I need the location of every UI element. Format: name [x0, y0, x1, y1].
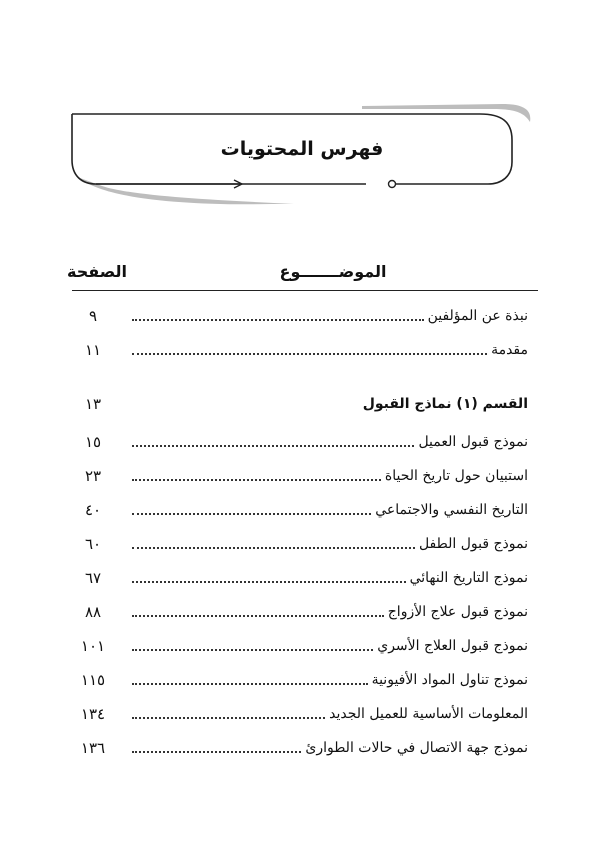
toc-entry-title: المعلومات الأساسية للعميل الجديد [329, 706, 528, 722]
title-banner [62, 100, 542, 212]
toc-section-title: القسم (١) نماذج القبول [362, 396, 528, 412]
toc-entry-leader [132, 615, 384, 617]
toc-entry-page: ١١ [84, 341, 102, 359]
column-header-page: الصفحة [66, 262, 127, 281]
toc-section-heading[interactable] [62, 384, 528, 414]
toc-entry-leader [132, 353, 487, 355]
toc-entry-title: نموذج قبول علاج الأزواج [387, 604, 528, 620]
toc-entry-leader [132, 445, 414, 447]
toc-entry-title: نموذج قبول الطفل [418, 536, 528, 552]
toc-entry[interactable] [62, 660, 528, 690]
banner-circle-icon [389, 181, 396, 188]
header-divider [72, 290, 538, 291]
toc-entry-page: ١٣٤ [80, 705, 106, 723]
toc-entry-page: ٤٠ [84, 501, 102, 519]
banner-shadow-bottom [80, 178, 294, 204]
toc-entry-leader [132, 751, 301, 753]
toc-entry[interactable] [62, 456, 528, 486]
toc-entry[interactable] [62, 296, 528, 326]
toc-entry-title: نموذج قبول العلاج الأسري [377, 638, 528, 654]
toc-entry[interactable] [62, 694, 528, 724]
toc-entry[interactable] [62, 626, 528, 656]
toc-entry[interactable] [62, 558, 528, 588]
toc-entry[interactable] [62, 524, 528, 554]
toc-entry-leader [132, 683, 368, 685]
toc-entry-page: ١٠١ [80, 637, 106, 655]
toc-entry-page: ٩ [88, 307, 98, 325]
toc-entry-title: نموذج تناول المواد الأفيونية [371, 672, 528, 688]
banner-shadow-top [362, 104, 530, 122]
toc-entry-leader [132, 319, 424, 321]
toc-entry[interactable] [62, 422, 528, 452]
toc-entry-title: نموذج التاريخ النهائي [409, 570, 528, 586]
toc-entry[interactable] [62, 330, 528, 360]
toc-entry-title: استبيان حول تاريخ الحياة [384, 468, 528, 484]
toc-entry[interactable] [62, 490, 528, 520]
column-header-topic: الموضـــــــوع [279, 262, 387, 281]
toc-entry[interactable] [62, 592, 528, 622]
toc-entry-leader [132, 717, 325, 719]
toc-entry-page: ١٣ [84, 395, 102, 413]
toc-entry-page: ٦٠ [84, 535, 102, 553]
page-title: فهرس المحتويات [220, 138, 384, 160]
toc-entry-page: ٨٨ [84, 603, 102, 621]
toc-entry-leader [132, 547, 415, 549]
toc-entry[interactable] [62, 728, 528, 758]
toc-entry-title: نموذج قبول العميل [418, 434, 528, 450]
toc-entry-title: التاريخ النفسي والاجتماعي [375, 502, 528, 518]
toc-entry-title: نموذج جهة الاتصال في حالات الطوارئ [305, 740, 528, 756]
toc-entry-page: ٢٣ [84, 467, 102, 485]
toc-entry-title: مقدمة [491, 342, 528, 358]
toc-entry-leader [132, 479, 381, 481]
toc-column-headers [62, 258, 538, 288]
toc-entry-leader [132, 649, 373, 651]
toc-entry-title: نبذة عن المؤلفين [427, 308, 528, 324]
toc-entry-page: ١٥ [84, 433, 102, 451]
toc-entry-page: ١١٥ [80, 671, 106, 689]
toc-entry-page: ٦٧ [84, 569, 102, 587]
toc-entry-leader [132, 513, 371, 515]
toc-entry-leader [132, 581, 406, 583]
toc-entry-page: ١٣٦ [80, 739, 106, 757]
